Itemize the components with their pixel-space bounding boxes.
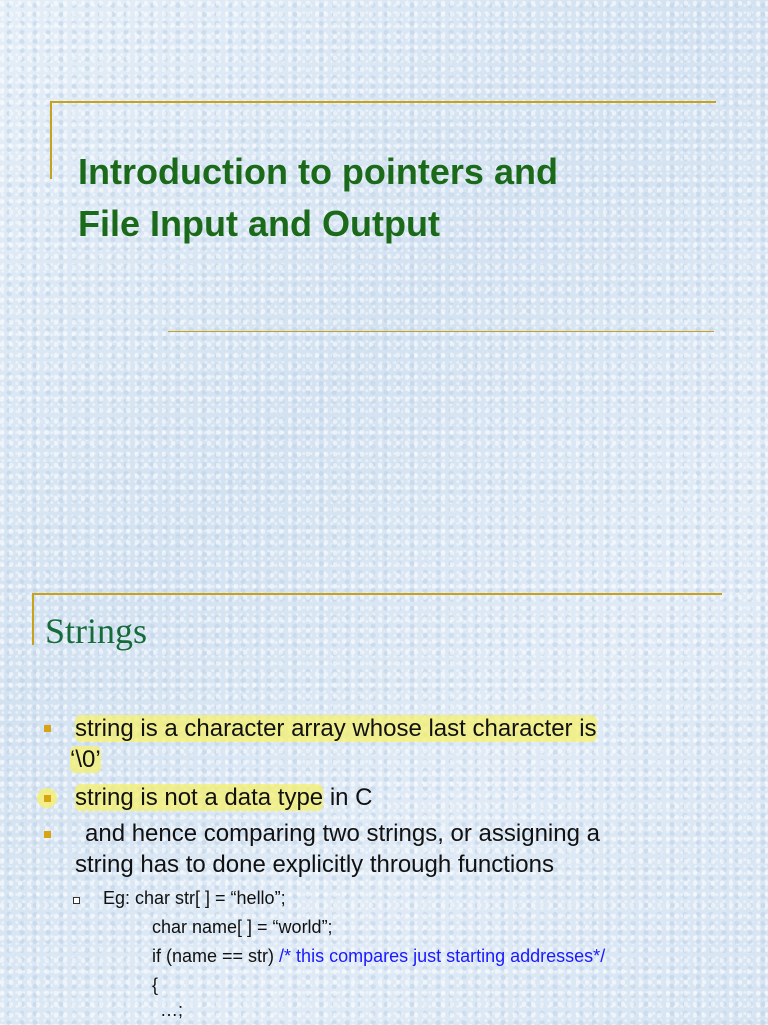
example-line-5: …;	[160, 1000, 184, 1020]
title-line-1: Introduction to pointers and	[78, 151, 558, 192]
sub-bullet-marker	[73, 897, 80, 904]
title-bottom-rule	[168, 331, 714, 332]
slide-1-title	[78, 146, 718, 250]
example-line-2: char name[ ] = “world”;	[152, 917, 333, 937]
highlighted-text: string is not a data type	[75, 784, 324, 811]
bullet-2	[75, 782, 735, 813]
bullet-marker	[44, 795, 51, 802]
highlighted-text: ‘\0’	[70, 746, 101, 773]
example-line-3	[152, 942, 605, 971]
code-text: if (name == str)	[152, 946, 280, 966]
title-top-rule	[50, 101, 716, 103]
code-comment: /* this compares just starting addresses*/	[279, 946, 606, 966]
bullet-3	[75, 818, 735, 880]
heading-left-rule	[32, 593, 34, 645]
heading-top-rule	[32, 593, 722, 595]
title-left-rule	[50, 101, 52, 179]
bullet-1	[70, 713, 735, 775]
bullet-text: and hence comparing two strings, or assigning a	[85, 820, 600, 847]
bullet-marker	[44, 725, 51, 732]
bullet-text: in C	[323, 784, 373, 811]
slide-2-title: Strings	[45, 611, 148, 651]
title-line-2: File Input and Output	[78, 203, 440, 244]
example-line-1: Eg: char str[ ] = “hello”;	[103, 888, 286, 908]
slide-2	[0, 585, 768, 1024]
bullet-text: string has to done explicitly through functions	[75, 851, 554, 878]
example-line-4: {	[152, 975, 159, 995]
bullet-marker	[44, 831, 51, 838]
highlighted-text: string is a character array whose last character is	[75, 715, 597, 742]
